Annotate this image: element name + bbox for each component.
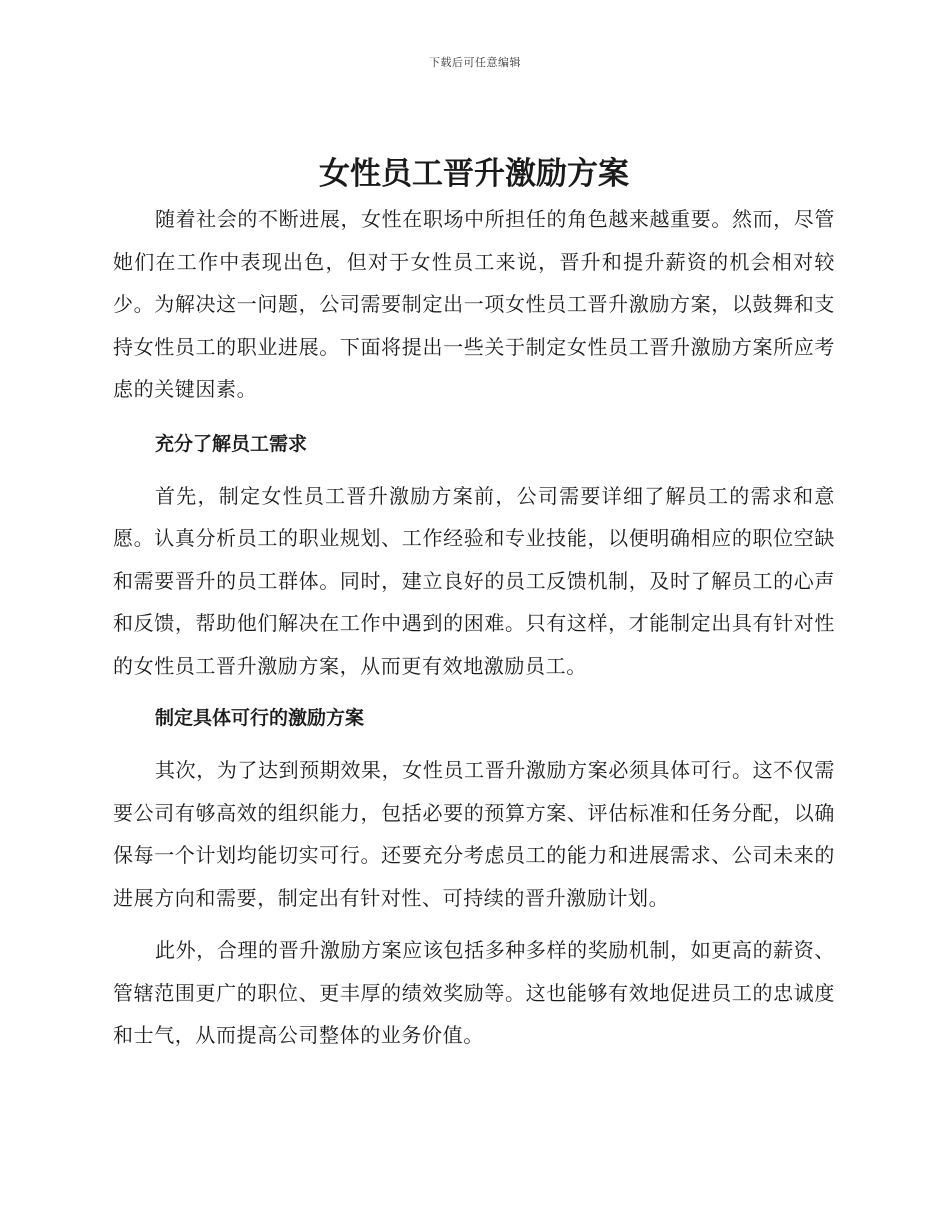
intro-paragraph: 随着社会的不断进展，女性在职场中所担任的角色越来越重要。然而，尽管她们在工作中表现出色，但对于女性员工来说，晋升和提升薪资的机会相对较少。为解决这一问题，公司需要制定出一项女性员工晋升激励方案，以鼓舞和支持女性员工的职业进展。下面将提出一些关于制定女性员工晋升激励方案所应考虑的关键因素。	[113, 207, 835, 401]
section-paragraph: 此外，合理的晋升激励方案应该包括多种多样的奖励机制，如更高的薪资、管辖范围更广的职位、更丰厚的绩效奖励等。这也能够有效地促进员工的忠诚度和士气，从而提高公司整体的业务价值。	[113, 938, 835, 1047]
section-paragraph: 首先，制定女性员工晋升激励方案前，公司需要详细了解员工的需求和意愿。认真分析员工的职业规划、工作经验和专业技能，以便明确相应的职位空缺和需要晋升的员工群体。同时，建立良好的员工反馈机制，及时了解员工的心声和反馈，帮助他们解决在工作中遇到的困难。只有这样，才能制定出具有针对性的女性员工晋升激励方案，从而更有效地激励员工。	[113, 483, 835, 678]
document-title: 女性员工晋升激励方案	[319, 156, 629, 192]
section-heading-plan: 制定具体可行的激励方案	[155, 707, 365, 729]
document-body	[113, 150, 835, 1057]
page-header-note: 下载后可任意编辑	[429, 56, 521, 69]
section-heading-needs: 充分了解员工需求	[155, 432, 308, 455]
section-paragraph: 其次，为了达到预期效果，女性员工晋升激励方案必须具体可行。这不仅需要公司有够高效的组织能力，包括必要的预算方案、评估标准和任务分配，以确保每一个计划均能切实可行。还要充分考虑员工的能力和进展需求、公司未来的进展方向和需要，制定出有针对性、可持续的晋升激励计划。	[113, 758, 835, 910]
